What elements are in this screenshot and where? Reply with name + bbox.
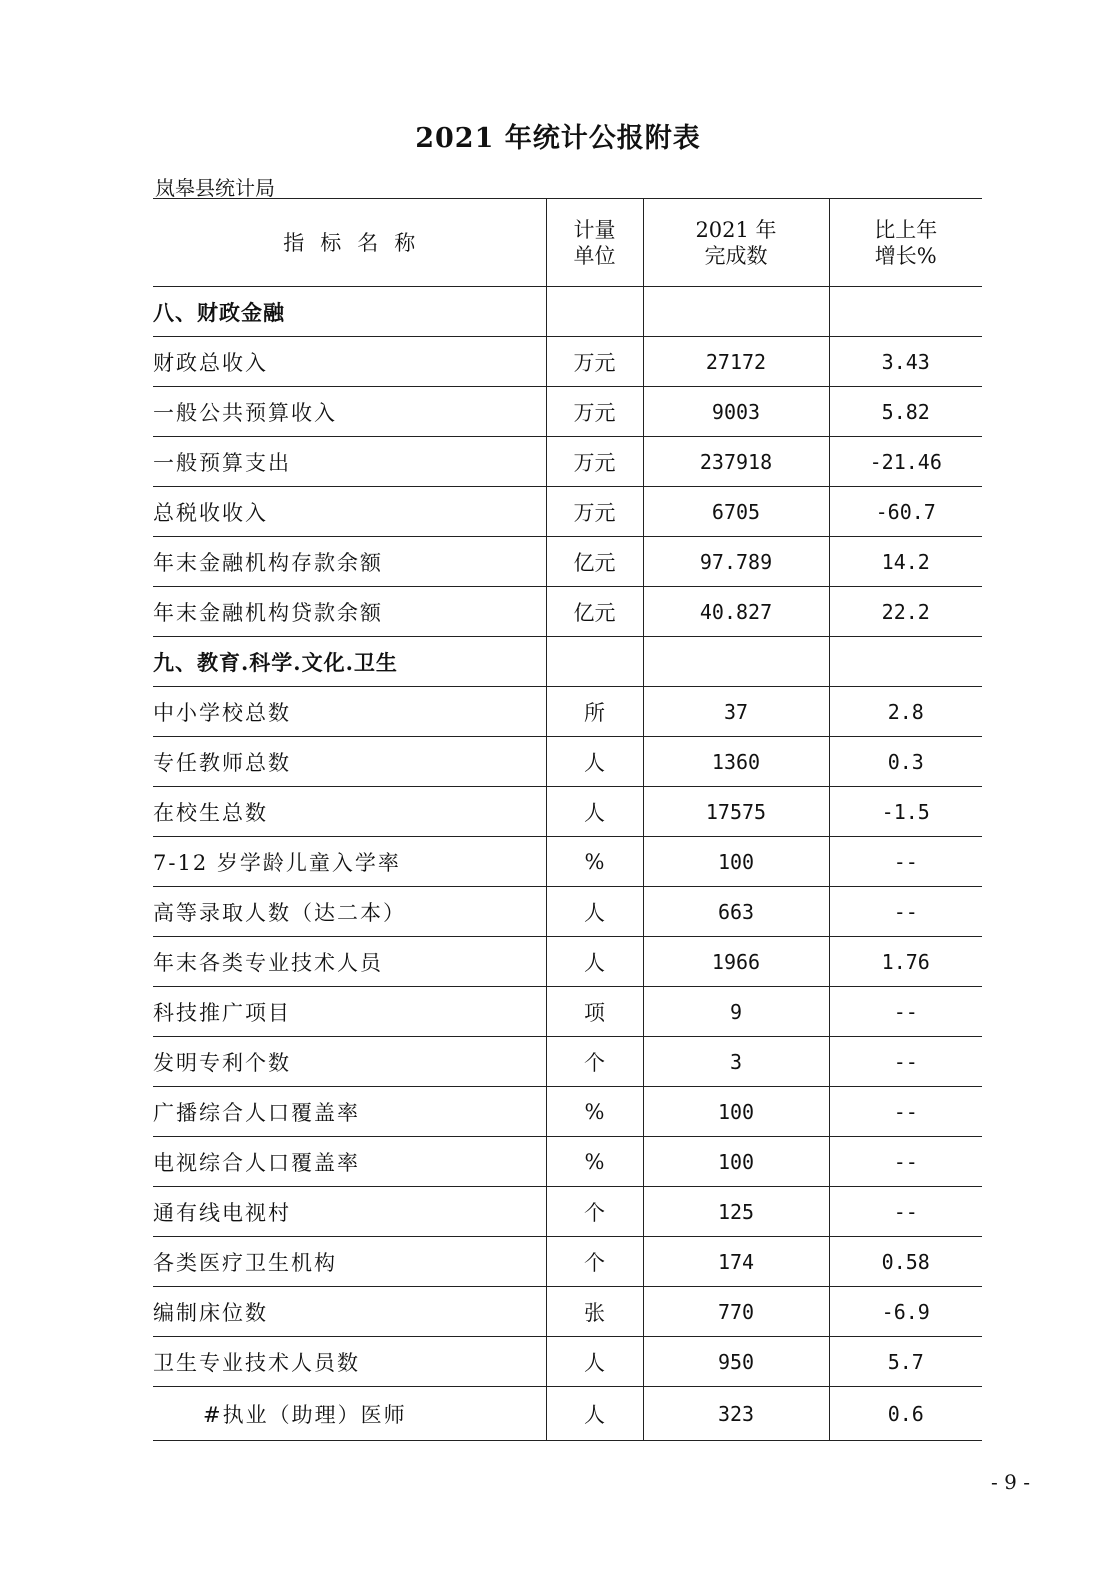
indicator-name: 年末金融机构存款余额 [153,537,546,587]
unit-cell: 人 [546,937,643,987]
value-cell: 6705 [643,487,829,537]
growth-cell: 5.7 [829,1337,982,1387]
table-row [153,337,982,387]
table-row [153,1087,982,1137]
growth-cell: 0.6 [829,1387,982,1441]
table-row [153,437,982,487]
section-row [153,637,982,687]
growth-cell: 3.43 [829,337,982,387]
growth-cell: 1.76 [829,937,982,987]
growth-cell [829,637,982,687]
value-cell: 3 [643,1037,829,1087]
unit-cell: 万元 [546,487,643,537]
header-value: 2021 年 完成数 [643,199,829,287]
value-cell: 237918 [643,437,829,487]
value-cell: 100 [643,1087,829,1137]
table-row [153,1237,982,1287]
table-header [153,199,982,287]
growth-cell: 0.58 [829,1237,982,1287]
growth-cell: 14.2 [829,537,982,587]
value-cell: 9 [643,987,829,1037]
growth-cell: -- [829,887,982,937]
indicator-name: 通有线电视村 [153,1187,546,1237]
growth-cell: -- [829,1087,982,1137]
table-row [153,1187,982,1237]
indicator-name: 科技推广项目 [153,987,546,1037]
section-title: 八、财政金融 [153,287,546,337]
page-number: - 9 - [991,1470,1030,1494]
indicator-name: 各类医疗卫生机构 [153,1237,546,1287]
growth-cell [829,287,982,337]
unit-cell: 人 [546,787,643,837]
unit-cell: 个 [546,1187,643,1237]
unit-cell: 所 [546,687,643,737]
value-cell: 37 [643,687,829,737]
indicator-name: 年末金融机构贷款余额 [153,587,546,637]
table-row [153,1387,982,1441]
table-row [153,1287,982,1337]
value-cell [643,287,829,337]
growth-cell: -1.5 [829,787,982,837]
unit-cell: 亿元 [546,537,643,587]
growth-cell: -21.46 [829,437,982,487]
indicator-name: 年末各类专业技术人员 [153,937,546,987]
table-body [153,287,982,1441]
growth-cell: 2.8 [829,687,982,737]
indicator-name: 在校生总数 [153,787,546,837]
table-row [153,787,982,837]
unit-cell: 人 [546,737,643,787]
unit-cell: 人 [546,1387,643,1441]
issuing-organization: 岚皋县统计局 [155,176,275,200]
unit-cell: 万元 [546,437,643,487]
unit-cell: 万元 [546,387,643,437]
growth-cell: -60.7 [829,487,982,537]
indicator-name: 一般预算支出 [153,437,546,487]
table-row [153,487,982,537]
indicator-name: 一般公共预算收入 [153,387,546,437]
growth-cell: -- [829,1137,982,1187]
value-cell: 950 [643,1337,829,1387]
indicator-name: 广播综合人口覆盖率 [153,1087,546,1137]
growth-cell: -- [829,1187,982,1237]
value-cell: 174 [643,1237,829,1287]
growth-cell: 5.82 [829,387,982,437]
unit-cell: % [546,1087,643,1137]
growth-cell: -- [829,1037,982,1087]
value-cell: 97.789 [643,537,829,587]
table-row [153,387,982,437]
value-cell: 40.827 [643,587,829,637]
page-title: 2021 年统计公报附表 [415,123,701,154]
unit-cell: 张 [546,1287,643,1337]
value-cell: 100 [643,1137,829,1187]
table-row [153,687,982,737]
unit-cell [546,287,643,337]
growth-cell: -- [829,987,982,1037]
unit-cell: 万元 [546,337,643,387]
indicator-name: 中小学校总数 [153,687,546,737]
value-cell: 100 [643,837,829,887]
growth-cell: 0.3 [829,737,982,787]
indicator-name: 7-12 岁学龄儿童入学率 [153,837,546,887]
value-cell: 663 [643,887,829,937]
value-cell: 125 [643,1187,829,1237]
unit-cell: 个 [546,1037,643,1087]
growth-cell: -6.9 [829,1287,982,1337]
indicator-name: 专任教师总数 [153,737,546,787]
indicator-name: 电视综合人口覆盖率 [153,1137,546,1187]
unit-cell: % [546,837,643,887]
value-cell: 9003 [643,387,829,437]
table-row [153,937,982,987]
indicator-name: 财政总收入 [153,337,546,387]
header-growth: 比上年 增长% [829,199,982,287]
unit-cell: 亿元 [546,587,643,637]
table-row [153,587,982,637]
growth-cell: 22.2 [829,587,982,637]
statistics-table [153,198,982,1441]
value-cell: 770 [643,1287,829,1337]
value-cell: 17575 [643,787,829,837]
unit-cell: 人 [546,1337,643,1387]
value-cell: 1360 [643,737,829,787]
indicator-name: 高等录取人数（达二本） [153,887,546,937]
section-row [153,287,982,337]
indicator-name: #执业（助理）医师 [153,1387,546,1441]
table-row [153,1037,982,1087]
unit-cell: % [546,1137,643,1187]
indicator-name: 发明专利个数 [153,1037,546,1087]
table-row [153,837,982,887]
table-row [153,1337,982,1387]
value-cell: 1966 [643,937,829,987]
value-cell: 323 [643,1387,829,1441]
table-row [153,737,982,787]
value-cell [643,637,829,687]
table-row [153,987,982,1037]
indicator-name: 总税收收入 [153,487,546,537]
table-row [153,537,982,587]
header-indicator-name: 指标名称 [153,199,546,287]
table-row [153,887,982,937]
section-title: 九、教育.科学.文化.卫生 [153,637,546,687]
growth-cell: -- [829,837,982,887]
unit-cell: 个 [546,1237,643,1287]
indicator-name: 卫生专业技术人员数 [153,1337,546,1387]
table-row [153,1137,982,1187]
indicator-name: 编制床位数 [153,1287,546,1337]
unit-cell: 项 [546,987,643,1037]
header-unit: 计量 单位 [546,199,643,287]
value-cell: 27172 [643,337,829,387]
unit-cell [546,637,643,687]
unit-cell: 人 [546,887,643,937]
